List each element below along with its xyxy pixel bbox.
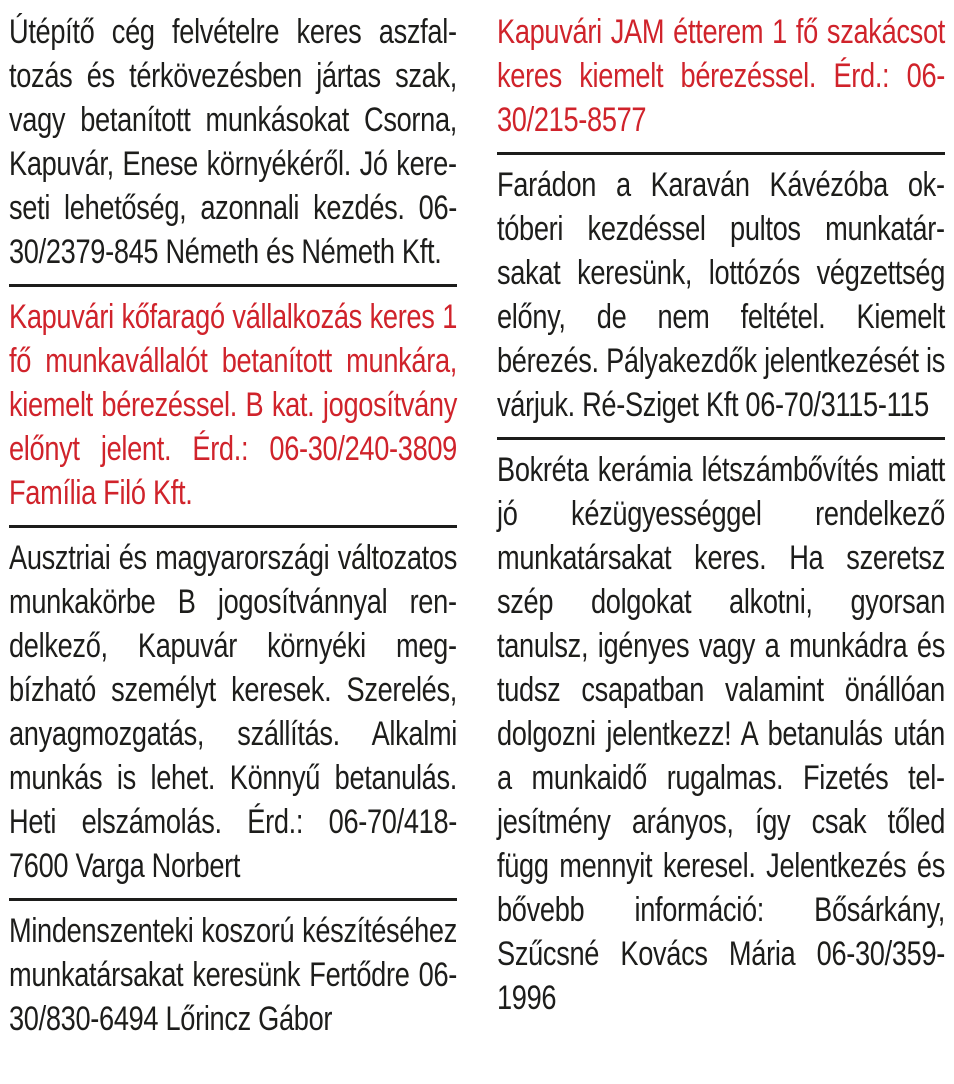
ad-columns (9, 2, 945, 1051)
classified-ad: Ausztriai és magyarországi változatos munkakörbe B jogosítvánnyal rendelkező, Kapuvár környéki megbízható személyt keresek. Szerelés, anyagmozgatás, szállítás. Alkalmi munkás is lehet. Könnyű betanulás. Heti elszámolás. Érd.: 06-70/418-7600 Varga Norbert (9, 525, 457, 898)
classified-ad: Kapuvári JAM étterem 1 fő szakácsot keres kiemelt bérezéssel. Érd.: 06-30/215-8577 (497, 13, 945, 139)
column-left-content (9, 2, 457, 1051)
classified-ad: Útépítő cég felvételre keres aszfaltozás és térkövezésben jártas szak, vagy betanított munkásokat Csorna, Kapuvár, Enese környékéről. Jó kereseti lehetőség, azonnali kezdés. 06-30/2379-845 Németh és Németh Kft. (9, 13, 457, 271)
classified-ad: Kapuvári kőfaragó vállalkozás keres 1 fő munkavállalót betanított munkára, kiemelt bérezéssel. B kat. jogosítvány előnyt jelent. Érd.: 06-30/240-3809 Família Filó Kft. (9, 284, 457, 525)
classified-ad: Bokréta kerámia létszámbővítés miatt jó kézügyességgel rendelkező munkatársakat keres. Ha szeretsz szép dolgokat alkotni, gyorsan tanulsz, igényes vagy a munkádra és tudsz csapatban valamint önállóan dolgozni jelentkezz! A betanulás után a munkaidő rugalmas. Fizetés teljesítmény arányos, így csak tőled függ mennyit keresel. Jelentkezés és bővebb információ: Bősárkány, Szűcsné Kovács Mária 06-30/359-1996 (497, 437, 945, 1030)
column-right (497, 2, 945, 1051)
column-right-content (497, 2, 945, 1030)
column-left (9, 2, 457, 1051)
classified-ad: Farádon a Karaván Kávézóba októberi kezdéssel pultos munkatársakat keresünk, lottózós végzettség előny, de nem feltétel. Kiemelt bérezés. Pályakezdők jelentkezését is várjuk. Ré-Sziget Kft 06-70/3115-115 (497, 152, 945, 437)
classified-ad: Mindenszenteki koszorú készítéséhez munkatársakat keresünk Fertődre 06-30/830-6494 Lőrincz Gábor (9, 898, 457, 1051)
